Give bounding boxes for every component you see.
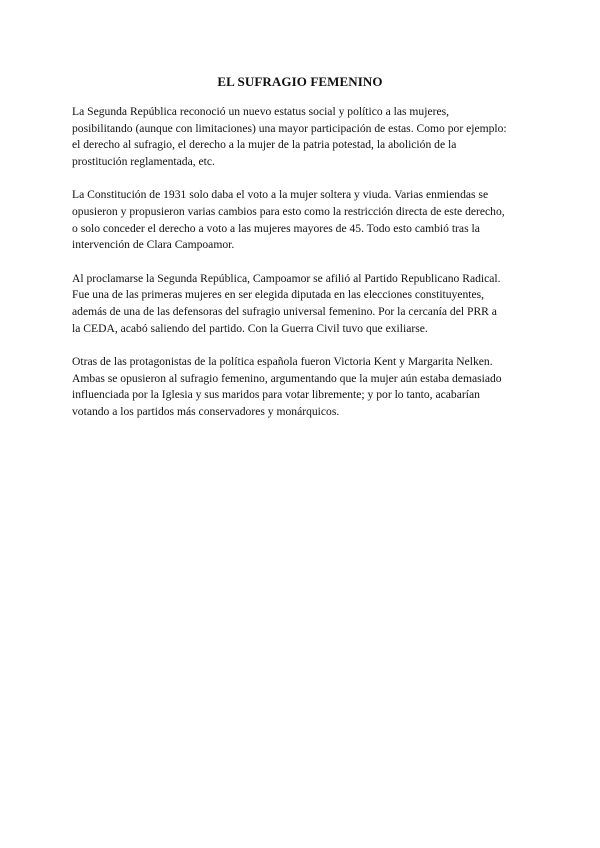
paragraph-campoamor bbox=[72, 271, 542, 337]
paragraph-line: o solo conceder el derecho a voto a las mujeres mayores de 45. Todo esto cambió tras la bbox=[72, 221, 480, 235]
paragraph-line: intervención de Clara Campoamor. bbox=[72, 238, 235, 252]
paragraph-line: Ambas se opusieron al sufragio femenino, argumentando que la mujer aún estaba demasiado bbox=[72, 371, 502, 385]
paragraph-line: opusieron y propusieron varias cambios para esto como la restricción directa de este derecho, bbox=[72, 204, 505, 218]
paragraph-line: Al proclamarse la Segunda República, Campoamor se afilió al Partido Republicano Radical. bbox=[72, 271, 501, 285]
paragraph-line: Fue una de las primeras mujeres en ser elegida diputada en las elecciones constituyentes, bbox=[72, 288, 485, 302]
paragraph-line: prostitución reglamentada, etc. bbox=[72, 154, 215, 168]
paragraph-kent-nelken bbox=[72, 354, 542, 420]
paragraph-line: Otras de las protagonistas de la política española fueron Victoria Kent y Margarita Nelken. bbox=[72, 355, 493, 369]
document-body bbox=[72, 104, 542, 438]
paragraph-line: influenciada por la Iglesia y sus maridos para votar libremente; y por lo tanto, acabarían bbox=[72, 388, 480, 402]
paragraph-line: La Constitución de 1931 solo daba el voto a la mujer soltera y viuda. Varias enmiendas se bbox=[72, 188, 489, 202]
paragraph-line: además de una de las defensoras del sufragio universal femenino. Por la cercanía del PRR a bbox=[72, 304, 497, 318]
paragraph-segunda-republica bbox=[72, 104, 542, 170]
paragraph-line: el derecho al sufragio, el derecho a la mujer de la patria potestad, la abolición de la bbox=[72, 138, 457, 152]
paragraph-constitucion-1931 bbox=[72, 187, 542, 253]
paragraph-line: votando a los partidos más conservadores y monárquicos. bbox=[72, 404, 340, 418]
paragraph-line: posibilitando (aunque con limitaciones) una mayor participación de estas. Como por ejemplo: bbox=[72, 121, 507, 135]
paragraph-line: La Segunda República reconoció un nuevo estatus social y político a las mujeres, bbox=[72, 105, 450, 118]
document-title: EL SUFRAGIO FEMENINO bbox=[217, 74, 383, 89]
paragraph-line: la CEDA, acabó saliendo del partido. Con la Guerra Civil tuvo que exiliarse. bbox=[72, 321, 428, 335]
